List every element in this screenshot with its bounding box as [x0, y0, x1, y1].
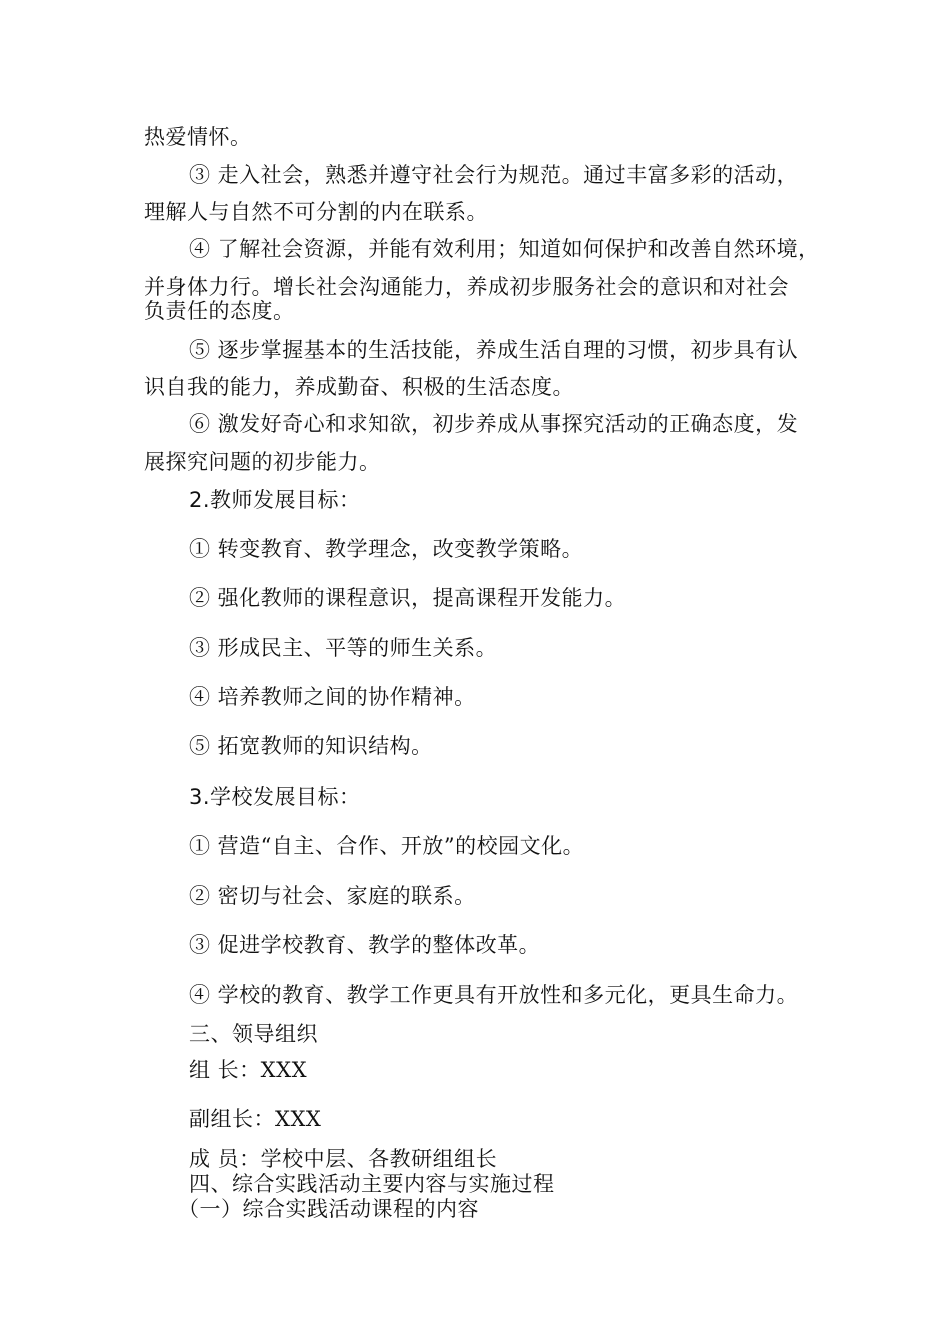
paragraph-line: 并身体力行。增长社会沟通能力，养成初步服务社会的意识和对社会: [144, 275, 789, 299]
paragraph-line: 热爱情怀。: [144, 125, 252, 149]
section-heading: 四、综合实践活动主要内容与实施过程: [189, 1172, 555, 1196]
paragraph-line: ④ 了解社会资源，并能有效利用；知道如何保护和改善自然环境，: [189, 237, 820, 261]
teacher-goal-item: ④ 培养教师之间的协作精神。: [189, 685, 476, 709]
school-goal-item: ② 密切与社会、家庭的联系。: [189, 884, 476, 908]
teacher-goal-item: ⑤ 拓宽教师的知识结构。: [189, 734, 433, 758]
school-goal-item: ① 营造“自主、合作、开放”的校园文化。: [189, 834, 585, 858]
leader-line: 组 长：XXX: [189, 1058, 308, 1082]
section-subheading: （一）综合实践活动课程的内容: [178, 1197, 479, 1221]
school-goal-item: ③ 促进学校教育、教学的整体改革。: [189, 933, 541, 957]
paragraph-line: ⑤ 逐步掌握基本的生活技能，养成生活自理的习惯，初步具有认: [189, 338, 799, 362]
teacher-goal-item: ③ 形成民主、平等的师生关系。: [189, 636, 498, 660]
paragraph-line: 识自我的能力，养成勤奋、积极的生活态度。: [144, 375, 574, 399]
paragraph-line: 展探究问题的初步能力。: [144, 450, 381, 474]
school-goals-heading: 3.学校发展目标：: [189, 785, 361, 809]
teacher-goals-heading: 2.教师发展目标：: [189, 488, 361, 512]
deputy-leader-line: 副组长：XXX: [189, 1107, 322, 1131]
leadership-heading: 三、领导组织: [189, 1022, 318, 1046]
teacher-goal-item: ① 转变教育、教学理念，改变教学策略。: [189, 537, 584, 561]
paragraph-line: ③ 走入社会，熟悉并遵守社会行为规范。通过丰富多彩的活动，: [189, 163, 799, 187]
paragraph-line: 理解人与自然不可分割的内在联系。: [144, 200, 488, 224]
paragraph-line: ⑥ 激发好奇心和求知欲，初步养成从事探究活动的正确态度，发: [189, 412, 799, 436]
paragraph-line: 负责任的态度。: [144, 299, 295, 323]
teacher-goal-item: ② 强化教师的课程意识，提高课程开发能力。: [189, 586, 627, 610]
school-goal-item: ④ 学校的教育、教学工作更具有开放性和多元化，更具生命力。: [189, 983, 799, 1007]
members-line: 成 员：学校中层、各教研组组长: [189, 1147, 498, 1171]
